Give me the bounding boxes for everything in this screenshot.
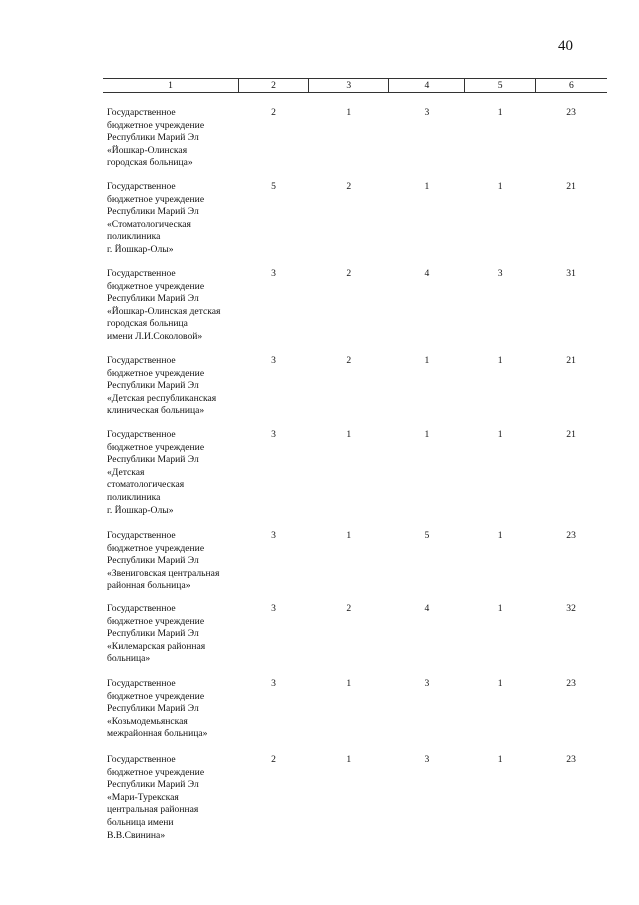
institution-name-line: Республики Марий Эл [107,380,199,392]
value-cell-col-4: 4 [424,268,430,279]
institution-name-line: городская больница» [107,157,193,169]
table-row [103,170,607,257]
institution-name-line: г. Йошкар-Олы» [107,504,174,516]
value-cell-col-2: 2 [271,107,276,118]
institution-name-line: «Козьмодемьянская [107,715,188,727]
value-cell-col-2: 3 [271,530,276,541]
value-cell-col-6: 23 [566,107,576,118]
value-cell-col-4: 1 [424,429,430,440]
institution-name-cell [103,741,238,842]
value-cell-col-6: 23 [566,530,576,541]
institution-name-line: бюджетное учреждение [107,367,205,379]
value-cell-col-5: 1 [497,530,503,541]
value-cell-col-2: 3 [271,678,276,689]
institution-name-line: «Килемарская районная [107,640,206,652]
value-cell-col-3: 1 [346,754,352,765]
column-header-3: 3 [309,79,389,93]
institution-name-line: В.В.Свинина» [107,829,166,841]
column-header-2: 2 [238,79,308,93]
institution-name-line: г. Йошкар-Олы» [107,243,174,255]
institution-name-line: больница» [107,653,151,665]
institution-name-line: «Мари-Турекская [107,791,179,803]
institution-name-cell [103,257,238,344]
institution-name-line: Государственное [107,603,176,614]
institution-name-cell [103,93,238,170]
column-header-1: 1 [103,79,238,93]
table-row [103,344,607,418]
institution-name-line: Республики Марий Эл [107,555,199,567]
institution-name-line: городская больница [107,318,188,330]
column-header-5: 5 [465,79,535,93]
column-header-6: 6 [535,79,607,93]
column-header-4: 4 [389,79,465,93]
institution-name-line: «Детская [107,466,145,478]
institution-name-cell [103,344,238,418]
value-cell-col-3: 1 [346,429,352,440]
value-cell-col-4: 4 [424,603,430,614]
value-cell-col-5: 3 [497,268,503,279]
institution-name-line: Республики Марий Эл [107,779,199,791]
institution-name-line: Государственное [107,181,176,192]
table-row [103,257,607,344]
value-cell-col-2: 3 [271,603,276,614]
table-body [103,93,607,843]
institution-name-line: Республики Марий Эл [107,703,199,715]
institution-name-line: «Йошкар-Олинская детская [107,305,221,317]
institution-name-line: Государственное [107,107,176,118]
value-cell-col-2: 3 [271,268,276,279]
value-cell-col-4: 3 [424,678,430,689]
value-cell-col-5: 1 [497,678,503,689]
table-row [103,666,607,741]
value-cell-col-6: 23 [566,678,576,689]
value-cell-col-3: 2 [346,355,352,366]
value-cell-col-5: 1 [497,355,503,366]
institution-name-line: Республики Марий Эл [107,132,199,144]
institution-name-line: «Детская республиканская [107,392,217,404]
institution-name-line: межрайонная больница» [107,728,208,740]
institution-name-line: бюджетное учреждение [107,441,205,453]
value-cell-col-4: 1 [424,181,430,192]
value-cell-col-6: 32 [566,603,576,614]
value-cell-col-2: 5 [271,181,276,192]
value-cell-col-6: 21 [566,181,576,192]
value-cell-col-6: 31 [566,268,576,279]
institution-name-line: бюджетное учреждение [107,542,205,554]
value-cell-col-5: 1 [497,754,503,765]
page-number: 40 [558,38,573,54]
institution-name-line: Республики Марий Эл [107,454,199,466]
data-table [103,78,607,842]
institution-name-line: Государственное [107,678,176,689]
value-cell-col-3: 2 [346,603,352,614]
institution-name-line: Государственное [107,268,176,279]
institution-name-line: Государственное [107,429,176,440]
institution-name-line: районная больница» [107,580,191,592]
table-row [103,517,607,593]
institution-name-line: Государственное [107,754,176,765]
institution-name-line: Государственное [107,530,176,541]
table-row [103,593,607,666]
value-cell-col-6: 23 [566,754,576,765]
institution-name-line: поликлиника [107,231,161,243]
institution-name-line: Республики Марий Эл [107,628,199,640]
institution-name-line: стоматологическая [107,479,185,491]
institution-name-line: «Йошкар-Олинская [107,144,188,156]
value-cell-col-5: 1 [497,429,503,440]
table-header-row [103,79,607,93]
institution-name-line: «Звениговская центральная [107,567,220,579]
institution-name-line: имени Л.И.Соколовой» [107,330,203,342]
value-cell-col-4: 3 [424,107,430,118]
institution-name-line: «Стоматологическая [107,218,191,230]
institution-name-line: бюджетное учреждение [107,193,205,205]
table-row [103,418,607,517]
value-cell-col-3: 1 [346,530,352,541]
value-cell-col-5: 1 [497,107,503,118]
value-cell-col-6: 21 [566,355,576,366]
value-cell-col-5: 1 [497,603,503,614]
institution-name-line: клиническая больница» [107,405,205,417]
value-cell-col-6: 21 [566,429,576,440]
institution-name-cell [103,170,238,257]
table-row [103,741,607,842]
value-cell-col-3: 1 [346,678,352,689]
value-cell-col-4: 3 [424,754,430,765]
institution-name-cell [103,418,238,517]
institution-name-line: бюджетное учреждение [107,766,205,778]
institution-name-line: центральная районная [107,804,199,816]
value-cell-col-3: 2 [346,181,352,192]
value-cell-col-2: 2 [271,754,276,765]
institution-name-line: Республики Марий Эл [107,293,199,305]
institution-name-cell [103,666,238,741]
institution-name-line: бюджетное учреждение [107,119,205,131]
value-cell-col-2: 3 [271,429,276,440]
institution-name-line: бюджетное учреждение [107,615,205,627]
value-cell-col-2: 3 [271,355,276,366]
institution-name-line: бюджетное учреждение [107,280,205,292]
institution-name-cell [103,517,238,593]
value-cell-col-4: 5 [424,530,430,541]
value-cell-col-3: 2 [346,268,352,279]
institution-name-line: больница имени [107,816,174,828]
institution-name-line: Республики Марий Эл [107,206,199,218]
institution-name-line: Государственное [107,355,176,366]
institution-name-line: бюджетное учреждение [107,690,205,702]
institution-name-line: поликлиника [107,491,161,503]
value-cell-col-3: 1 [346,107,352,118]
value-cell-col-5: 1 [497,181,503,192]
institution-name-cell [103,593,238,666]
table-row [103,93,607,170]
value-cell-col-4: 1 [424,355,430,366]
